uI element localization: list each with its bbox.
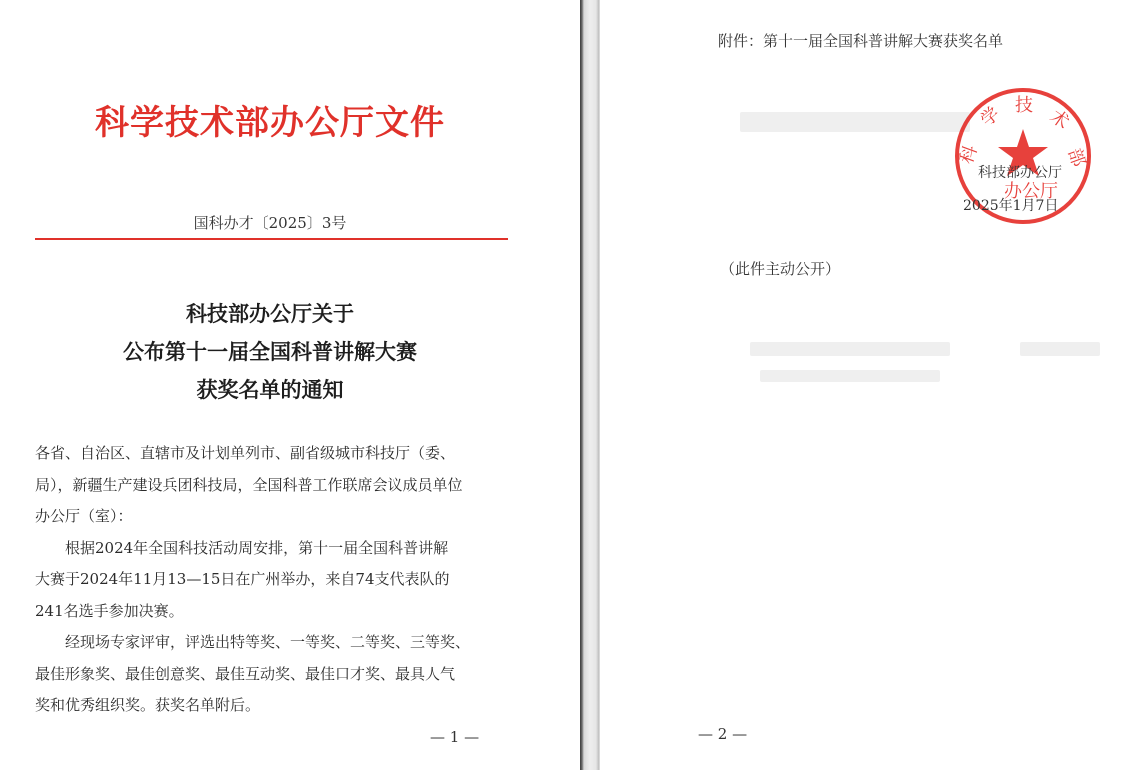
paragraph-line: 经现场专家评审，评选出特等奖、一等奖、二等奖、三等奖、 bbox=[65, 633, 471, 651]
disclosure-note: （此件主动公开） bbox=[720, 260, 841, 278]
notice-body bbox=[35, 438, 505, 722]
show-through-text bbox=[750, 342, 950, 356]
paragraph-line: 241名选手参加决赛。 bbox=[35, 601, 184, 620]
svg-text:学: 学 bbox=[976, 103, 1005, 131]
title-line: 公布第十一届全国科普讲解大赛 bbox=[123, 339, 417, 364]
page-number: — 1 — bbox=[430, 728, 480, 746]
document-page-2 bbox=[600, 0, 1135, 770]
signing-date: 2025年1月7日 bbox=[963, 198, 1059, 214]
notice-title bbox=[0, 295, 540, 409]
salutation-line: 局），新疆生产建设兵团科技局，全国科普工作联席会议成员单位 bbox=[35, 475, 463, 494]
paragraph-line: 奖和优秀组织奖。获奖名单附后。 bbox=[35, 696, 261, 714]
paragraph-line: 最佳形象奖、最佳创意奖、最佳互动奖、最佳口才奖、最具人气 bbox=[35, 664, 456, 683]
title-line: 科技部办公厅关于 bbox=[186, 301, 354, 326]
document-header-title: 科学技术部办公厅文件 bbox=[95, 103, 445, 143]
title-line: 获奖名单的通知 bbox=[196, 377, 344, 402]
svg-text:技: 技 bbox=[1015, 95, 1033, 116]
paragraph-line: 大赛于2024年11月13—15日在广州举办，来自74支代表队的 bbox=[35, 570, 450, 588]
show-through-text bbox=[740, 112, 970, 132]
book-gutter bbox=[580, 0, 600, 770]
header-divider-line bbox=[35, 238, 508, 240]
svg-text:办公厅: 办公厅 bbox=[1004, 181, 1058, 202]
attachment-line: 附件：第十一届全国科普讲解大赛获奖名单 bbox=[718, 32, 1004, 50]
svg-text:科: 科 bbox=[955, 142, 982, 167]
show-through-text bbox=[1020, 342, 1100, 356]
show-through-text bbox=[760, 370, 940, 382]
svg-text:术: 术 bbox=[1046, 105, 1073, 134]
salutation-line: 办公厅（室）： bbox=[35, 507, 133, 525]
svg-text:部: 部 bbox=[1063, 145, 1090, 170]
document-number: 国科办才〔2025〕3号 bbox=[193, 214, 347, 232]
signer-name: 科技部办公厅 bbox=[978, 165, 1062, 181]
page-number: — 2 — bbox=[698, 725, 748, 743]
salutation-line: 各省、自治区、直辖市及计划单列市、副省级城市科技厅（委、 bbox=[35, 444, 456, 462]
paragraph-line: 根据2024年全国科技活动周安排，第十一届全国科普讲解 bbox=[65, 538, 449, 557]
